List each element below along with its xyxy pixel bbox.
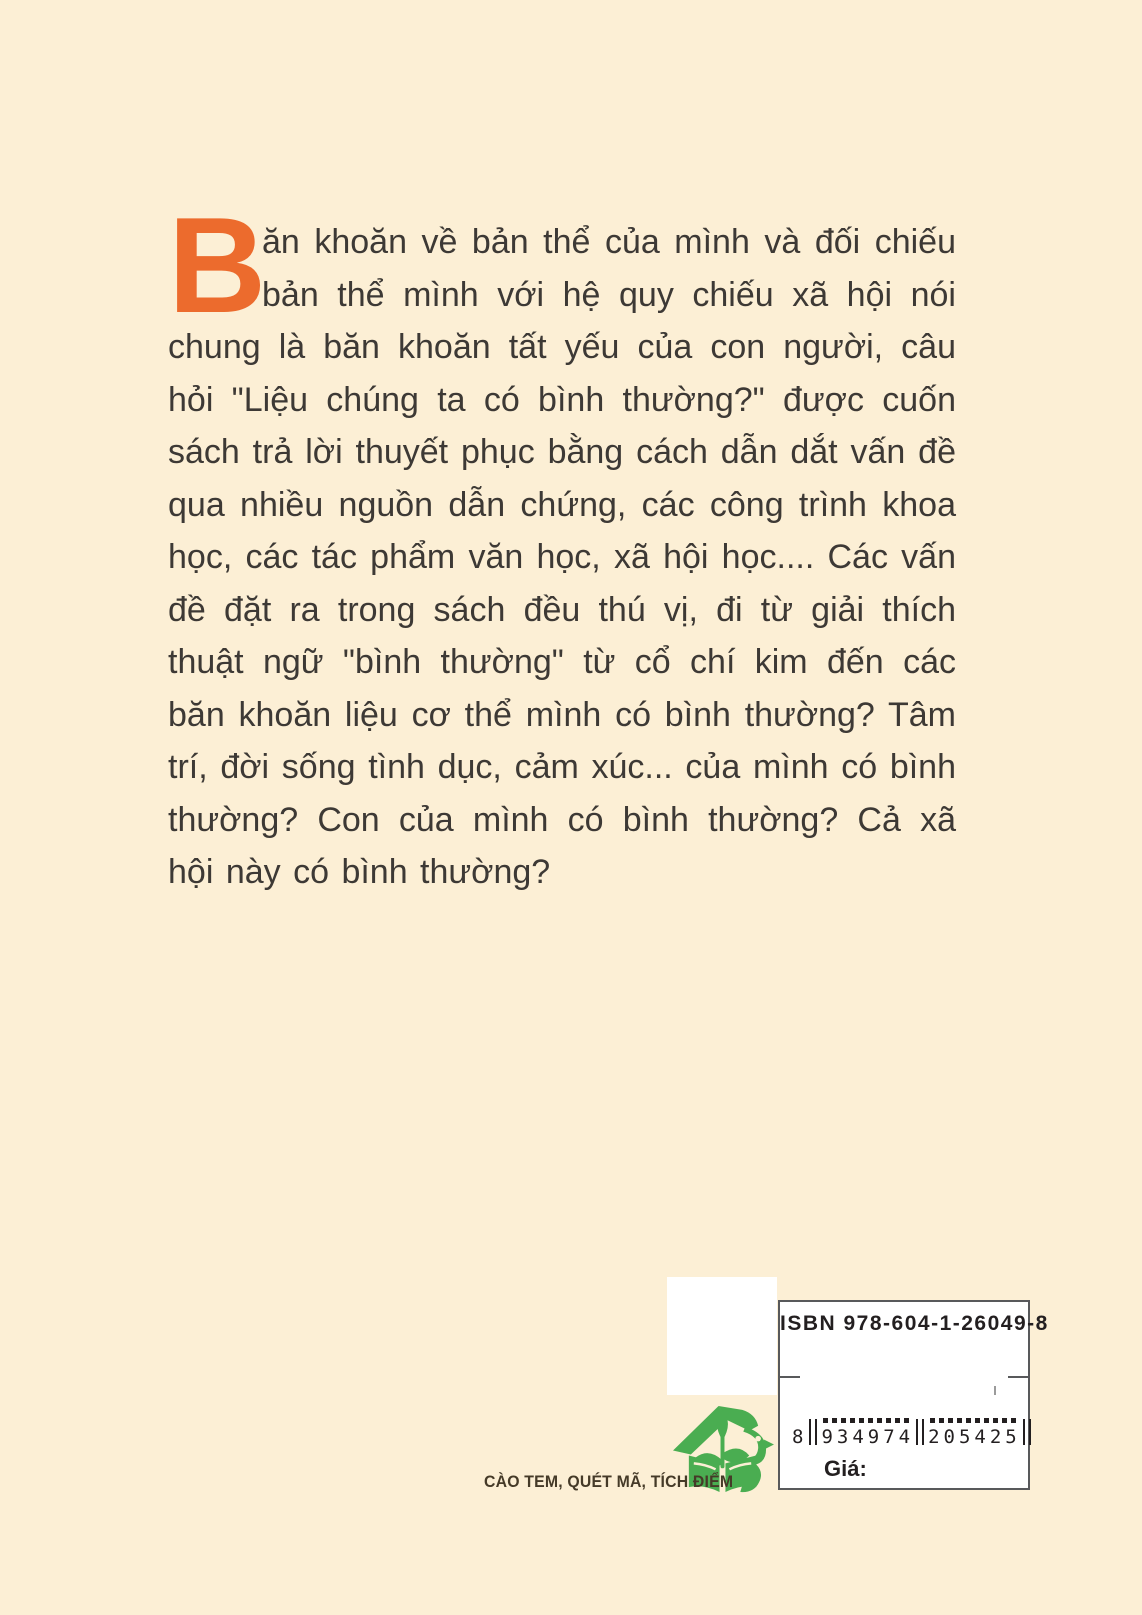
registration-mark-small (994, 1386, 996, 1395)
blank-sticker-area (667, 1277, 777, 1395)
barcode-digit-group-2: 205425 (928, 1426, 1021, 1448)
ean13-barcode (792, 1418, 1035, 1448)
barcode-bars-icon (930, 1418, 1017, 1423)
isbn-barcode-box (778, 1300, 1049, 1490)
isbn-label: ISBN 978-604-1-26049-8 (780, 1312, 1049, 1335)
registration-tick-right (1008, 1376, 1028, 1378)
price-label: Giá: (824, 1456, 867, 1481)
blurb-text: ăn khoăn về bản thể của mình và đối chiếu bản thể mình với hệ quy chiếu xã hội nói chung là băn khoăn tất yếu của con người, câu hỏi "Liệu chúng ta có bình thường?" được cuốn sách trả lời thuyết phục bằng cách dẫn dắt vấn đề qua nhiều nguồn dẫn chứng, các công trình khoa học, các tác phẩm văn học, xã hội học.... Các vấn đề đặt ra trong sách đều thú vị, đi từ giải thích thuật ngữ "bình thường" từ cổ chí kim đến các băn khoăn liệu cơ thể mình có bình thường? Tâm trí, đời sống tình dục, cảm xúc... của mình có bình thường? Con của mình có bình thường? Cả xã hội này có bình thường? (168, 223, 956, 891)
loyalty-text: CÀO TEM, QUÉT MÃ, TÍCH ĐIỂM (484, 1472, 734, 1491)
barcode-lead-digit: 8 (792, 1426, 808, 1448)
barcode-guard-bars-icon (916, 1419, 924, 1445)
blurb-paragraph (168, 189, 956, 899)
drop-cap-letter: B (168, 189, 267, 341)
barcode-digit-group-1: 934974 (821, 1426, 915, 1448)
registration-tick-left (780, 1376, 800, 1378)
bird-eye-icon (755, 1436, 761, 1442)
barcode-guard-bars-icon (809, 1419, 817, 1445)
barcode-bars-icon (823, 1418, 910, 1423)
barcode-guard-bars-icon (1023, 1419, 1031, 1445)
